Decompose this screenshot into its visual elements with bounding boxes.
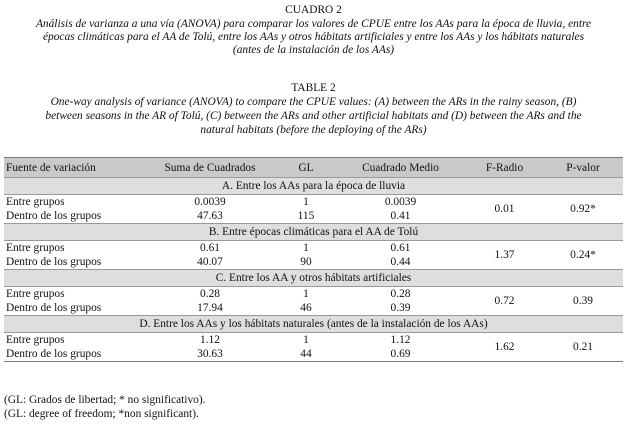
section-title: B. Entre épocas climáticas para el AA de Tolú — [4, 224, 623, 241]
caption-es-label: CUADRO 2 — [285, 4, 342, 16]
table-row — [4, 333, 623, 348]
gl-cell: 1 — [303, 242, 309, 254]
section-header-row — [4, 270, 623, 287]
ms-cell: 0.0039 — [384, 196, 417, 208]
ms-cell: 0.61 — [390, 242, 411, 254]
section-title: A. Entre los AAs para la época de lluvia — [4, 178, 623, 195]
ms-cell: 0.44 — [390, 256, 411, 268]
ms-cell: 0.28 — [390, 288, 411, 300]
ms-cell: 0.69 — [335, 347, 466, 362]
gl-cell: 115 — [297, 210, 315, 222]
source-cell: Dentro de los grupos — [4, 347, 143, 362]
source-cell: Entre grupos — [6, 334, 65, 346]
caption-es-line-3: (antes de la instalación de los AAs) — [232, 44, 395, 56]
caption-en-line-3: natural habitats (before the deploying of the ARs) — [200, 124, 427, 136]
ms-cell: 1.12 — [390, 334, 411, 346]
source-cell: Dentro de los grupos — [6, 302, 102, 314]
column-header: Fuente de variación — [4, 158, 143, 178]
p-value-cell: 0.24* — [570, 249, 596, 261]
ms-cell: 0.39 — [390, 302, 411, 314]
f-ratio-cell: 0.72 — [494, 295, 515, 307]
caption-en-line-2: between seasons in the AR of Tolú, (C) between the ARs and other artificial habitats and (D) between the ARs and the — [45, 110, 582, 122]
ss-cell: 0.61 — [200, 242, 220, 254]
gl-cell: 44 — [277, 347, 335, 362]
column-header: Suma de Cuadrados — [143, 158, 277, 178]
section-header-row — [4, 178, 623, 195]
ss-cell: 30.63 — [143, 347, 277, 362]
p-value-cell: 0.21 — [543, 333, 623, 362]
section-title: C. Entre los AA y otros hábitats artificiales — [4, 270, 623, 287]
p-value-cell: 0.39 — [573, 295, 593, 307]
p-value-cell: 0.92* — [570, 203, 596, 215]
ss-cell: 1.12 — [200, 334, 220, 346]
footnote-en: (GL: degree of freedom; *non significant). — [4, 408, 199, 420]
table-row — [4, 195, 623, 210]
section-title: D. Entre los AAs y los hábitats naturales (antes de la instalación de los AAs) — [4, 316, 623, 333]
source-cell: Dentro de los grupos — [6, 210, 102, 222]
table-header-row — [4, 158, 623, 178]
gl-cell: 1 — [303, 334, 309, 346]
footnote-es: (GL: Grados de libertad; * no significativo). — [4, 394, 206, 406]
caption-en-line-1: One-way analysis of variance (ANOVA) to compare the CPUE values: (A) between the ARs in the rainy season, (B) — [50, 96, 577, 108]
source-cell: Entre grupos — [6, 242, 65, 254]
ss-cell: 47.63 — [197, 210, 223, 222]
f-ratio-cell: 1.37 — [494, 249, 515, 261]
caption-en-label: TABLE 2 — [291, 82, 336, 94]
caption-es-line-2: épocas climáticas para el AA de Tolú, entre los AAs y otros hábitats artificiales y entre los AAs y los hábitats naturales — [42, 31, 585, 43]
table-row — [4, 287, 623, 302]
table-row — [4, 241, 623, 256]
anova-table — [4, 157, 623, 362]
column-header: P-valor — [543, 158, 623, 178]
ss-cell: 40.07 — [197, 256, 223, 268]
caption-es-line-1: Análisis de varianza a una vía (ANOVA) para comparar los valores de CPUE entre los AAs para la época de lluvia, entre — [35, 18, 592, 30]
gl-cell: 46 — [300, 302, 312, 314]
f-ratio-cell: 0.01 — [494, 203, 515, 215]
ss-cell: 0.0039 — [194, 196, 226, 208]
section-header-row — [4, 224, 623, 241]
source-cell: Entre grupos — [6, 196, 65, 208]
source-cell: Dentro de los grupos — [6, 256, 102, 268]
section-header-row — [4, 316, 623, 333]
source-cell: Entre grupos — [6, 288, 65, 300]
gl-cell: 90 — [300, 256, 312, 268]
gl-cell: 1 — [303, 196, 309, 208]
column-header: F-Radio — [466, 158, 543, 178]
gl-cell: 1 — [303, 288, 309, 300]
ms-cell: 0.41 — [390, 210, 411, 222]
f-ratio-cell: 1.62 — [466, 333, 543, 362]
column-header: Cuadrado Medio — [335, 158, 466, 178]
ss-cell: 17.94 — [197, 302, 223, 314]
ss-cell: 0.28 — [200, 288, 220, 300]
column-header: GL — [277, 158, 335, 178]
